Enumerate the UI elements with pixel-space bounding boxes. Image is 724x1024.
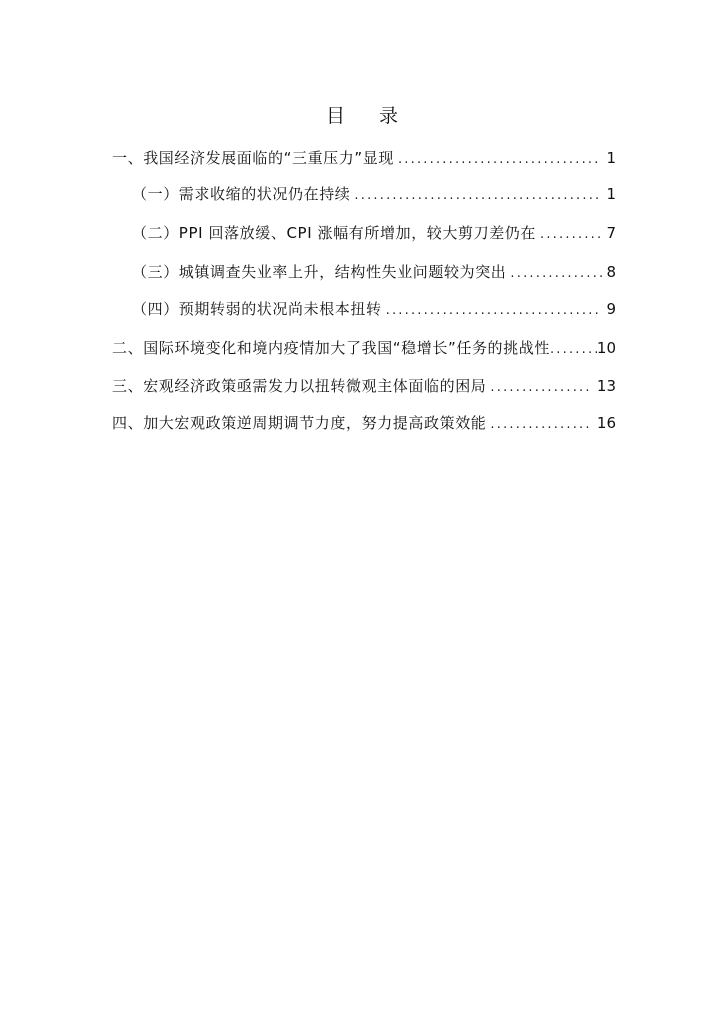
toc-entry-label: （四）预期转弱的状况尚未根本扭转 xyxy=(132,300,382,318)
toc-dot-leader xyxy=(540,225,602,245)
toc-entry-page: 16 xyxy=(596,414,616,432)
toc-entry[interactable] xyxy=(132,223,616,245)
toc-entry[interactable] xyxy=(112,148,616,170)
toc-dot-leader xyxy=(490,415,593,435)
toc-dot-leader xyxy=(490,378,593,398)
toc-entry-label: 二、国际环境变化和境内疫情加大了我国“稳增长”任务的挑战性 xyxy=(112,339,550,357)
toc-dot-leader xyxy=(386,301,602,321)
toc-dot-leader xyxy=(354,186,602,206)
toc-dot-leader xyxy=(510,264,602,284)
toc-entry-label: 三、宏观经济政策亟需发力以扭转微观主体面临的困局 xyxy=(112,377,487,395)
toc-entry-label: 四、加大宏观政策逆周期调节力度，努力提高政策效能 xyxy=(112,414,487,432)
toc-entry-page: 1 xyxy=(606,149,616,167)
toc-entry-label: （二）PPI 回落放缓、CPI 涨幅有所增加，较大剪刀差仍在 xyxy=(132,224,536,242)
toc-entry[interactable] xyxy=(112,413,616,435)
toc-entry-page: 13 xyxy=(596,377,616,395)
toc-entry[interactable] xyxy=(132,184,616,206)
toc-entry-page: 1 xyxy=(606,185,616,203)
toc-dot-leader xyxy=(398,150,602,170)
toc-entry[interactable] xyxy=(132,262,616,284)
toc-title: 目 录 xyxy=(325,105,413,127)
toc-entry[interactable] xyxy=(112,338,616,360)
toc-entry[interactable] xyxy=(112,376,616,398)
toc-entry-label: （三）城镇调查失业率上升，结构性失业问题较为突出 xyxy=(132,263,507,281)
toc-entry-page: 8 xyxy=(606,263,616,281)
toc-entry-page: 9 xyxy=(606,300,616,318)
toc-entry-label: 一、我国经济发展面临的“三重压力”显现 xyxy=(112,149,394,167)
toc-dot-leader xyxy=(550,340,597,360)
toc-entry-page: 7 xyxy=(606,224,616,242)
toc-entry-label: （一）需求收缩的状况仍在持续 xyxy=(132,185,351,203)
toc-entry-page: 10 xyxy=(596,339,616,357)
toc-entry[interactable] xyxy=(132,299,616,321)
